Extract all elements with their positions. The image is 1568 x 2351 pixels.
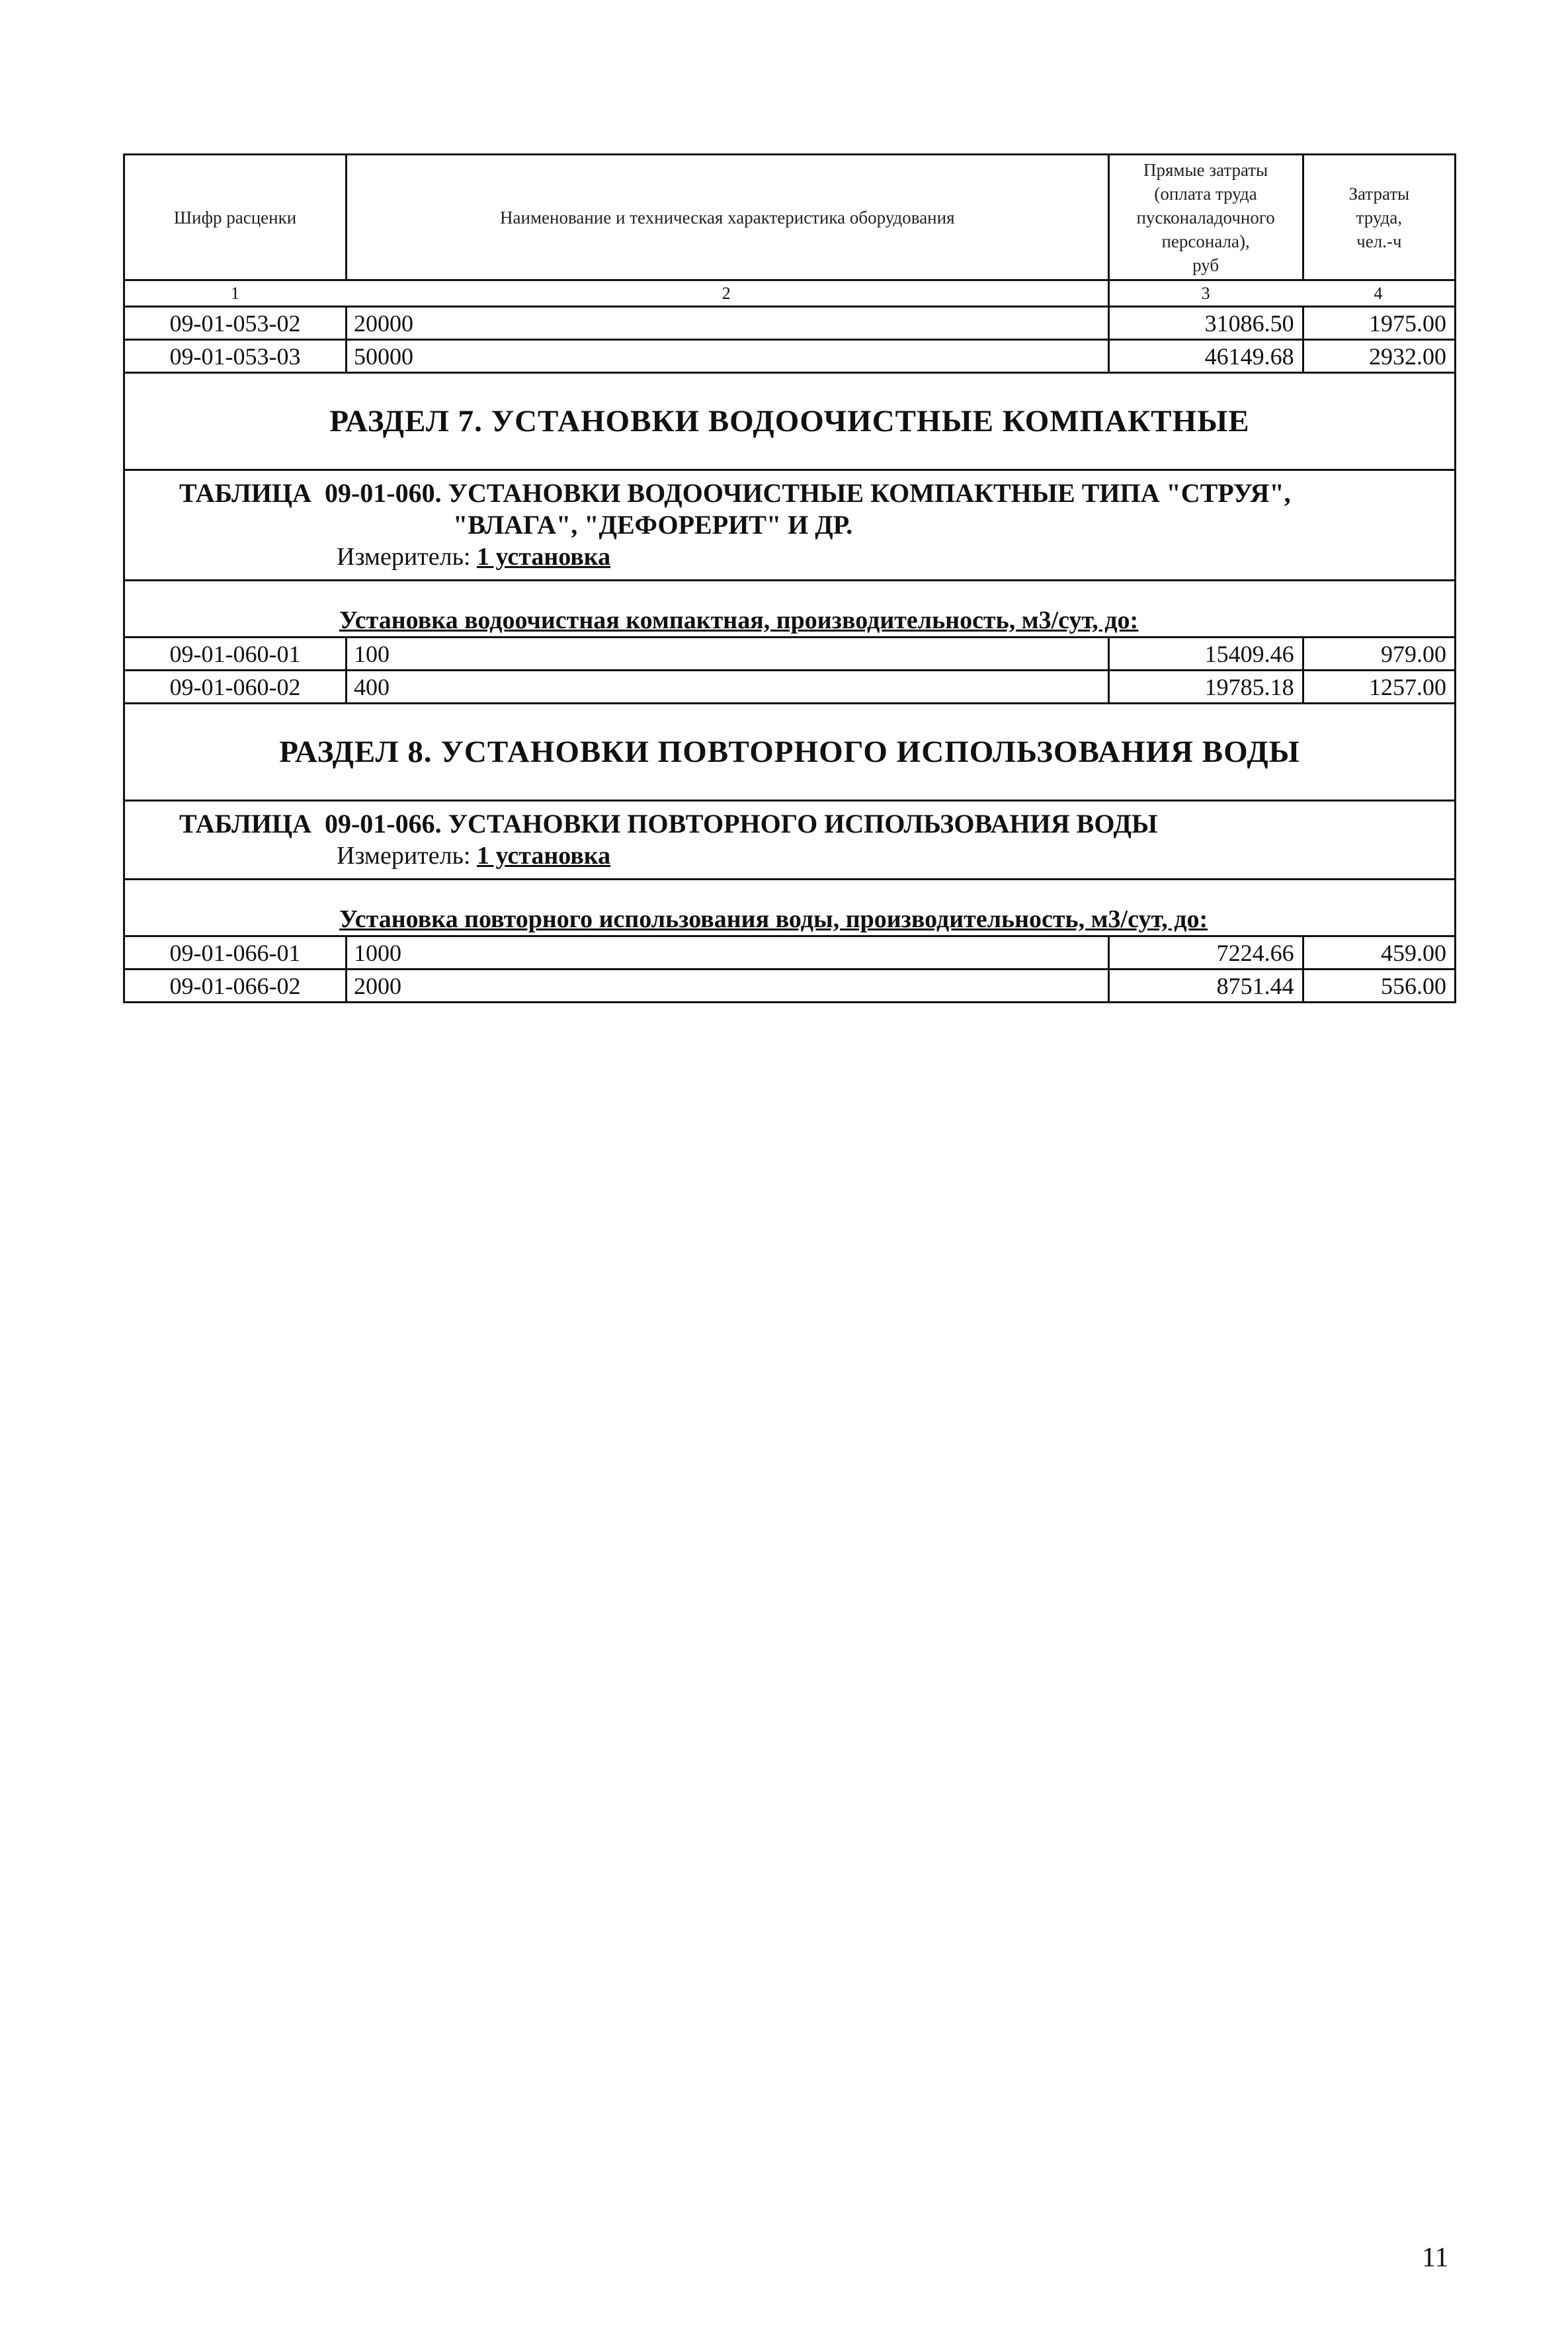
header-cost-line: руб bbox=[1192, 255, 1219, 275]
header-cost-line: персонала), bbox=[1161, 231, 1250, 251]
rate-cost: 8751.44 bbox=[1108, 970, 1302, 1001]
subheading: Установка повторного использования воды, производительность, м3/сут, до: bbox=[339, 905, 1208, 933]
header-name-cell: Наименование и техническая характеристика оборудования bbox=[345, 155, 1108, 279]
table-title: ТАБЛИЦА 09-01-066. УСТАНОВКИ ПОВТОРНОГО ИСПОЛЬЗОВАНИЯ ВОДЫ bbox=[179, 809, 1158, 839]
table-row bbox=[125, 341, 1454, 374]
subheading-row bbox=[125, 880, 1454, 937]
column-number: 4 bbox=[1374, 283, 1383, 303]
measure-value: 1 установка bbox=[477, 543, 611, 571]
rate-labor: 1257.00 bbox=[1302, 671, 1454, 702]
table-row bbox=[125, 671, 1454, 704]
measure-unit bbox=[179, 541, 1454, 573]
table-title-continued: "ВЛАГА", "ДЕФОРЕРИТ" И ДР. bbox=[453, 510, 853, 540]
rate-name: 2000 bbox=[345, 970, 1108, 1001]
table-row bbox=[125, 638, 1454, 671]
rate-labor: 979.00 bbox=[1302, 638, 1454, 669]
header-cost-line: пусконаладочного bbox=[1136, 207, 1275, 227]
rate-cost: 19785.18 bbox=[1108, 671, 1302, 702]
section-title: РАЗДЕЛ 7. УСТАНОВКИ ВОДООЧИСТНЫЕ КОМПАКТНЫЕ bbox=[329, 404, 1250, 438]
table-row bbox=[125, 937, 1454, 970]
header-cost-line: (оплата труда bbox=[1154, 183, 1257, 204]
column-number: 2 bbox=[722, 283, 731, 303]
rate-name: 400 bbox=[345, 671, 1108, 702]
table-09-01-066-heading bbox=[125, 802, 1454, 880]
rate-cost: 46149.68 bbox=[1108, 341, 1302, 372]
subheading-row bbox=[125, 581, 1454, 638]
measure-label: Измеритель: bbox=[337, 842, 471, 870]
rate-cost: 15409.46 bbox=[1108, 638, 1302, 669]
table-header-row bbox=[125, 155, 1454, 281]
table-row bbox=[125, 308, 1454, 341]
table-09-01-060-heading bbox=[125, 471, 1454, 581]
measure-value: 1 установка bbox=[477, 842, 611, 870]
section-title: РАЗДЕЛ 8. УСТАНОВКИ ПОВТОРНОГО ИСПОЛЬЗОВАНИЯ ВОДЫ bbox=[279, 735, 1300, 769]
rate-code: 09-01-053-02 bbox=[169, 309, 301, 337]
table-title: ТАБЛИЦА 09-01-060. УСТАНОВКИ ВОДООЧИСТНЫЕ КОМПАКТНЫЕ ТИПА "СТРУЯ", bbox=[179, 478, 1291, 508]
rate-code: 09-01-060-02 bbox=[169, 673, 301, 700]
column-number: 3 bbox=[1108, 281, 1302, 306]
rate-cost: 31086.50 bbox=[1108, 308, 1302, 339]
header-labor-cell bbox=[1302, 155, 1454, 279]
rate-labor: 556.00 bbox=[1302, 970, 1454, 1001]
rate-name: 100 bbox=[345, 638, 1108, 669]
header-labor-line: Затраты bbox=[1348, 183, 1410, 204]
header-labor-line: чел.-ч bbox=[1356, 231, 1402, 251]
measure-unit bbox=[179, 840, 1454, 872]
rate-code: 09-01-060-01 bbox=[169, 640, 301, 667]
table-row bbox=[125, 970, 1454, 1003]
subheading: Установка водоочистная компактная, производительность, м3/сут, до: bbox=[339, 606, 1139, 634]
header-code-cell: Шифр расценки bbox=[173, 207, 297, 227]
rate-code: 09-01-066-02 bbox=[169, 972, 301, 999]
rate-labor: 1975.00 bbox=[1302, 308, 1454, 339]
header-labor-line: труда, bbox=[1356, 207, 1403, 227]
section-7-heading bbox=[125, 374, 1454, 471]
rate-code: 09-01-053-03 bbox=[169, 343, 301, 370]
column-number: 1 bbox=[231, 283, 239, 303]
rate-labor: 2932.00 bbox=[1302, 341, 1454, 372]
rate-code: 09-01-066-01 bbox=[169, 939, 301, 966]
rate-name: 50000 bbox=[345, 341, 1108, 372]
section-8-heading bbox=[125, 704, 1454, 802]
measure-label: Измеритель: bbox=[337, 543, 471, 571]
header-cost-cell bbox=[1108, 155, 1302, 279]
rate-name: 20000 bbox=[345, 308, 1108, 339]
header-cost-line: Прямые затраты bbox=[1143, 159, 1268, 180]
column-number-row bbox=[125, 281, 1454, 308]
rate-name: 1000 bbox=[345, 937, 1108, 968]
rate-cost: 7224.66 bbox=[1108, 937, 1302, 968]
page-number: 11 bbox=[1422, 2243, 1449, 2273]
rates-table bbox=[123, 153, 1456, 1003]
rate-labor: 459.00 bbox=[1302, 937, 1454, 968]
